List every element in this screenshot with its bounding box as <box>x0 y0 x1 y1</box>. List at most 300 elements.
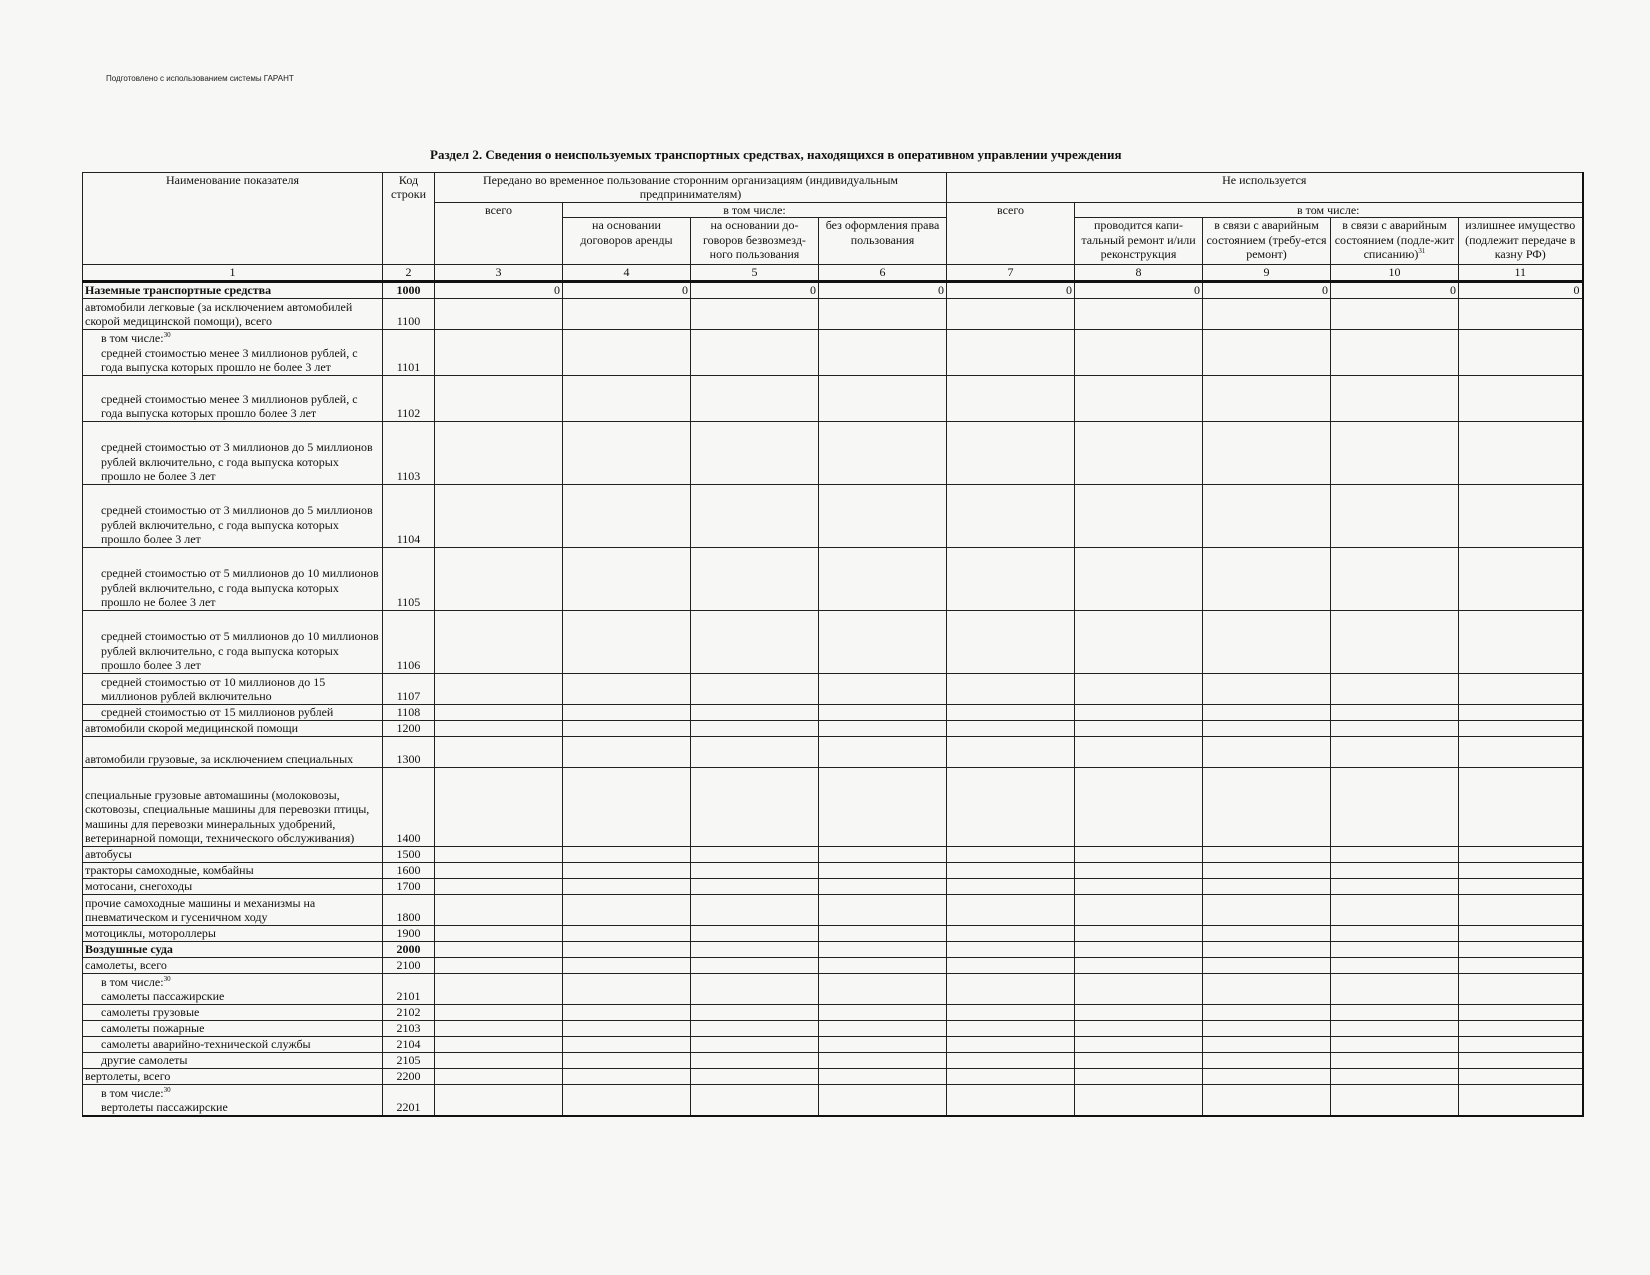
row-name: прочие самоходные машины и механизмы на пневматическом и гусеничном ходу <box>83 894 383 925</box>
value-cell <box>1203 1084 1331 1116</box>
table-row <box>83 973 1583 1004</box>
value-cell <box>947 547 1075 610</box>
row-code: 1102 <box>383 375 435 421</box>
value-cell <box>1459 610 1583 673</box>
value-cell <box>691 610 819 673</box>
value-cell <box>691 878 819 894</box>
value-cell <box>1459 673 1583 704</box>
value-cell <box>1331 1036 1459 1052</box>
value-cell <box>1075 375 1203 421</box>
value-cell <box>947 720 1075 736</box>
value-cell <box>1075 329 1203 375</box>
value-cell <box>435 375 563 421</box>
value-cell <box>691 1004 819 1020</box>
value-cell <box>691 547 819 610</box>
table-row <box>83 957 1583 973</box>
value-cell <box>691 421 819 484</box>
value-cell <box>563 862 691 878</box>
row-code: 1000 <box>383 281 435 298</box>
value-cell <box>1203 894 1331 925</box>
table-row <box>83 484 1583 547</box>
table-row <box>83 547 1583 610</box>
row-name: в том числе:$^{30}$ самолеты пассажирские <box>83 973 383 1004</box>
table-row <box>83 421 1583 484</box>
value-cell <box>1459 547 1583 610</box>
value-cell <box>1075 1068 1203 1084</box>
value-cell <box>819 767 947 846</box>
value-cell <box>1203 925 1331 941</box>
value-cell <box>435 894 563 925</box>
table-row <box>83 610 1583 673</box>
value-cell <box>1203 846 1331 862</box>
value-cell <box>691 1036 819 1052</box>
value-cell <box>947 1068 1075 1084</box>
value-cell <box>1331 704 1459 720</box>
value-cell <box>435 484 563 547</box>
row-name: самолеты аварийно-технической службы <box>83 1036 383 1052</box>
value-cell <box>1331 1068 1459 1084</box>
value-cell <box>1459 1084 1583 1116</box>
value-cell <box>819 1020 947 1036</box>
value-cell <box>563 878 691 894</box>
column-number: 8 <box>1075 265 1203 281</box>
row-name: тракторы самоходные, комбайны <box>83 862 383 878</box>
value-cell <box>1459 704 1583 720</box>
row-code: 1107 <box>383 673 435 704</box>
value-cell <box>1331 610 1459 673</box>
value-cell <box>947 736 1075 767</box>
value-cell <box>819 610 947 673</box>
row-code: 2201 <box>383 1084 435 1116</box>
row-code: 2105 <box>383 1052 435 1068</box>
value-cell <box>1331 862 1459 878</box>
value-cell: 0 <box>1075 281 1203 298</box>
value-cell <box>563 329 691 375</box>
value-cell <box>1203 941 1331 957</box>
value-cell <box>1203 1068 1331 1084</box>
value-cell <box>947 925 1075 941</box>
value-cell <box>435 957 563 973</box>
value-cell <box>1203 1020 1331 1036</box>
row-name: вертолеты, всего <box>83 1068 383 1084</box>
value-cell <box>563 547 691 610</box>
column-number: 6 <box>819 265 947 281</box>
value-cell <box>1075 704 1203 720</box>
table-row <box>83 767 1583 846</box>
value-cell <box>563 1004 691 1020</box>
value-cell <box>819 1004 947 1020</box>
value-cell <box>691 1068 819 1084</box>
table-row <box>83 281 1583 298</box>
value-cell <box>1075 720 1203 736</box>
value-cell <box>819 846 947 862</box>
value-cell <box>1331 484 1459 547</box>
value-cell <box>1203 329 1331 375</box>
value-cell <box>691 941 819 957</box>
value-cell <box>1203 547 1331 610</box>
value-cell <box>1075 894 1203 925</box>
row-name: самолеты пожарные <box>83 1020 383 1036</box>
value-cell <box>947 704 1075 720</box>
value-cell <box>563 957 691 973</box>
value-cell <box>819 547 947 610</box>
table-row <box>83 1084 1583 1116</box>
row-code: 2200 <box>383 1068 435 1084</box>
row-name: Воздушные суда <box>83 941 383 957</box>
column-number: 10 <box>1331 265 1459 281</box>
value-cell <box>819 878 947 894</box>
value-cell <box>1203 957 1331 973</box>
table-row <box>83 878 1583 894</box>
value-cell <box>1331 925 1459 941</box>
row-code: 1103 <box>383 421 435 484</box>
row-name: в том числе:$^{30}$ средней стоимостью менее 3 миллионов рублей, с года выпуска которых прошло не более 3 лет <box>83 329 383 375</box>
value-cell <box>1459 862 1583 878</box>
value-cell <box>1075 878 1203 894</box>
value-cell <box>691 894 819 925</box>
value-cell: 0 <box>819 281 947 298</box>
value-cell <box>1331 1052 1459 1068</box>
value-cell <box>563 1036 691 1052</box>
column-number: 7 <box>947 265 1075 281</box>
column-number: 9 <box>1203 265 1331 281</box>
value-cell <box>819 973 947 1004</box>
value-cell <box>1075 862 1203 878</box>
value-cell <box>435 704 563 720</box>
value-cell <box>947 421 1075 484</box>
value-cell <box>1331 973 1459 1004</box>
value-cell <box>1331 375 1459 421</box>
row-name: автомобили грузовые, за исключением специальных <box>83 736 383 767</box>
value-cell <box>563 720 691 736</box>
value-cell <box>1459 1052 1583 1068</box>
value-cell <box>1331 421 1459 484</box>
value-cell <box>691 484 819 547</box>
value-cell <box>1331 1084 1459 1116</box>
value-cell: 0 <box>1459 281 1583 298</box>
value-cell <box>435 610 563 673</box>
value-cell <box>1075 973 1203 1004</box>
value-cell <box>1203 298 1331 329</box>
value-cell <box>435 329 563 375</box>
header-name: Наименование показателя <box>83 173 383 265</box>
table-row <box>83 720 1583 736</box>
value-cell <box>691 329 819 375</box>
value-cell <box>1459 1004 1583 1020</box>
value-cell <box>1331 298 1459 329</box>
value-cell <box>1459 973 1583 1004</box>
value-cell <box>819 1068 947 1084</box>
row-name: другие самолеты <box>83 1052 383 1068</box>
table-row <box>83 704 1583 720</box>
row-code: 2100 <box>383 957 435 973</box>
table-row <box>83 375 1583 421</box>
value-cell <box>1075 736 1203 767</box>
value-cell <box>691 767 819 846</box>
value-cell <box>1331 736 1459 767</box>
value-cell <box>947 767 1075 846</box>
value-cell <box>819 1036 947 1052</box>
row-name: автобусы <box>83 846 383 862</box>
value-cell <box>1075 1020 1203 1036</box>
header-transferred-including: в том числе: <box>563 202 947 217</box>
value-cell <box>435 1004 563 1020</box>
value-cell <box>1203 610 1331 673</box>
table-row <box>83 894 1583 925</box>
row-name: самолеты, всего <box>83 957 383 973</box>
value-cell <box>947 673 1075 704</box>
table-row <box>83 862 1583 878</box>
row-code: 1104 <box>383 484 435 547</box>
row-name: средней стоимостью от 15 миллионов рублей <box>83 704 383 720</box>
value-cell <box>1459 329 1583 375</box>
value-cell <box>563 421 691 484</box>
value-cell <box>1203 862 1331 878</box>
header-repair: проводится капи-тальный ремонт и/или реконструкция <box>1075 218 1203 265</box>
value-cell <box>563 484 691 547</box>
row-code: 1600 <box>383 862 435 878</box>
table-row <box>83 1004 1583 1020</box>
value-cell <box>691 298 819 329</box>
value-cell <box>1459 894 1583 925</box>
value-cell: 0 <box>947 281 1075 298</box>
value-cell <box>435 673 563 704</box>
value-cell <box>947 894 1075 925</box>
row-name: средней стоимостью от 5 миллионов до 10 миллионов рублей включительно, с года выпуска которых прошло не более 3 лет <box>83 547 383 610</box>
value-cell <box>947 973 1075 1004</box>
value-cell <box>563 298 691 329</box>
value-cell <box>691 1020 819 1036</box>
value-cell <box>691 846 819 862</box>
value-cell <box>1459 421 1583 484</box>
value-cell <box>1331 1020 1459 1036</box>
value-cell <box>435 547 563 610</box>
value-cell <box>563 941 691 957</box>
value-cell <box>435 298 563 329</box>
value-cell: 0 <box>435 281 563 298</box>
value-cell <box>1459 878 1583 894</box>
header-no-contract: без оформления права пользования <box>819 218 947 265</box>
table-row <box>83 1020 1583 1036</box>
row-code: 1700 <box>383 878 435 894</box>
value-cell <box>1075 421 1203 484</box>
table-row <box>83 846 1583 862</box>
row-code: 1200 <box>383 720 435 736</box>
value-cell <box>1075 925 1203 941</box>
value-cell <box>1459 925 1583 941</box>
column-number: 2 <box>383 265 435 281</box>
value-cell <box>947 1020 1075 1036</box>
value-cell <box>1459 767 1583 846</box>
vehicles-table <box>82 172 1584 1117</box>
value-cell <box>1075 1084 1203 1116</box>
value-cell <box>563 1068 691 1084</box>
value-cell <box>819 329 947 375</box>
row-code: 1400 <box>383 767 435 846</box>
row-name: средней стоимостью от 10 миллионов до 15 миллионов рублей включительно <box>83 673 383 704</box>
table-row <box>83 1036 1583 1052</box>
value-cell <box>1203 1036 1331 1052</box>
column-number: 4 <box>563 265 691 281</box>
value-cell <box>1459 957 1583 973</box>
value-cell <box>435 862 563 878</box>
header-lease: на основании договоров аренды <box>563 218 691 265</box>
row-code: 1800 <box>383 894 435 925</box>
value-cell <box>1075 610 1203 673</box>
column-number: 1 <box>83 265 383 281</box>
value-cell <box>435 767 563 846</box>
value-cell <box>691 957 819 973</box>
column-number: 3 <box>435 265 563 281</box>
row-name: автомобили легковые (за исключением автомобилей скорой медицинской помощи), всего <box>83 298 383 329</box>
section-title: Раздел 2. Сведения о неиспользуемых транспортных средствах, находящихся в оперативном управлении учреждения <box>430 147 1122 162</box>
value-cell <box>947 957 1075 973</box>
value-cell <box>947 1004 1075 1020</box>
value-cell <box>1459 1068 1583 1084</box>
value-cell <box>819 484 947 547</box>
value-cell <box>435 1036 563 1052</box>
value-cell <box>691 925 819 941</box>
value-cell <box>1331 846 1459 862</box>
row-code: 1101 <box>383 329 435 375</box>
value-cell <box>1331 878 1459 894</box>
row-code: 1500 <box>383 846 435 862</box>
value-cell <box>563 1084 691 1116</box>
value-cell <box>1331 941 1459 957</box>
column-number: 5 <box>691 265 819 281</box>
header-transferred-total: всего <box>435 202 563 264</box>
row-name: средней стоимостью от 3 миллионов до 5 миллионов рублей включительно, с года выпуска которых прошло более 3 лет <box>83 484 383 547</box>
value-cell <box>691 704 819 720</box>
header-free-use: на основании до-говоров безвозмезд-ного пользования <box>691 218 819 265</box>
value-cell <box>947 1084 1075 1116</box>
row-code: 1106 <box>383 610 435 673</box>
value-cell <box>563 894 691 925</box>
row-name: Наземные транспортные средства <box>83 281 383 298</box>
value-cell <box>563 767 691 846</box>
value-cell <box>435 846 563 862</box>
value-cell <box>1331 720 1459 736</box>
value-cell <box>947 862 1075 878</box>
value-cell: 0 <box>563 281 691 298</box>
value-cell <box>1203 1052 1331 1068</box>
garant-header-note: Подготовлено с использованием системы ГАРАНТ <box>106 74 294 83</box>
value-cell <box>1331 329 1459 375</box>
value-cell <box>1075 846 1203 862</box>
value-cell <box>691 720 819 736</box>
row-name: в том числе:$^{30}$ вертолеты пассажирские <box>83 1084 383 1116</box>
value-cell <box>947 878 1075 894</box>
table-row <box>83 673 1583 704</box>
value-cell <box>691 375 819 421</box>
value-cell <box>819 375 947 421</box>
value-cell <box>1203 767 1331 846</box>
row-name: специальные грузовые автомашины (молоковозы, скотовозы, специальные машины для перевозки птицы, машины для перевозки минеральных удобрений, ветеринарной помощи, технического обслуживания) <box>83 767 383 846</box>
row-name: мотоциклы, мотороллеры <box>83 925 383 941</box>
row-name: средней стоимостью от 5 миллионов до 10 миллионов рублей включительно, с года выпуска которых прошло более 3 лет <box>83 610 383 673</box>
value-cell <box>947 846 1075 862</box>
value-cell: 0 <box>691 281 819 298</box>
value-cell <box>435 421 563 484</box>
value-cell <box>1203 878 1331 894</box>
value-cell <box>435 736 563 767</box>
row-name: самолеты грузовые <box>83 1004 383 1020</box>
value-cell <box>947 298 1075 329</box>
table-row <box>83 736 1583 767</box>
value-cell <box>691 1052 819 1068</box>
value-cell <box>435 1052 563 1068</box>
value-cell <box>1331 957 1459 973</box>
value-cell <box>691 673 819 704</box>
value-cell <box>1075 673 1203 704</box>
value-cell <box>1203 673 1331 704</box>
value-cell <box>1459 375 1583 421</box>
value-cell <box>819 1084 947 1116</box>
value-cell <box>947 941 1075 957</box>
value-cell <box>1203 704 1331 720</box>
value-cell <box>1075 298 1203 329</box>
row-code: 2000 <box>383 941 435 957</box>
value-cell <box>563 1052 691 1068</box>
value-cell <box>563 375 691 421</box>
value-cell <box>435 1020 563 1036</box>
row-code: 2101 <box>383 973 435 1004</box>
value-cell <box>691 736 819 767</box>
value-cell <box>563 846 691 862</box>
value-cell <box>1331 673 1459 704</box>
value-cell <box>563 1020 691 1036</box>
table-row <box>83 941 1583 957</box>
value-cell <box>947 375 1075 421</box>
row-code: 1300 <box>383 736 435 767</box>
value-cell <box>1075 484 1203 547</box>
value-cell <box>1459 484 1583 547</box>
value-cell <box>1203 736 1331 767</box>
header-not-used: Не используется <box>947 173 1583 203</box>
value-cell <box>563 704 691 720</box>
header-emergency-repair: в связи с аварийным состоянием (требу-ется ремонт) <box>1203 218 1331 265</box>
value-cell <box>563 973 691 1004</box>
value-cell <box>819 941 947 957</box>
value-cell <box>1203 1004 1331 1020</box>
value-cell <box>947 1036 1075 1052</box>
row-name: средней стоимостью от 3 миллионов до 5 миллионов рублей включительно, с года выпуска которых прошло не более 3 лет <box>83 421 383 484</box>
value-cell <box>1459 736 1583 767</box>
value-cell <box>1075 957 1203 973</box>
value-cell <box>1331 1004 1459 1020</box>
value-cell: 0 <box>1203 281 1331 298</box>
column-number: 11 <box>1459 265 1583 281</box>
value-cell <box>1459 1020 1583 1036</box>
value-cell <box>435 1084 563 1116</box>
row-code: 1900 <box>383 925 435 941</box>
value-cell <box>1203 720 1331 736</box>
header-not-used-including: в том числе: <box>1075 202 1583 217</box>
value-cell <box>819 957 947 973</box>
value-cell <box>819 894 947 925</box>
value-cell <box>1203 375 1331 421</box>
value-cell <box>563 673 691 704</box>
table-row <box>83 329 1583 375</box>
value-cell <box>1075 1052 1203 1068</box>
value-cell <box>1459 1036 1583 1052</box>
value-cell <box>563 925 691 941</box>
value-cell <box>563 736 691 767</box>
value-cell <box>819 421 947 484</box>
value-cell <box>1075 1004 1203 1020</box>
row-name: автомобили скорой медицинской помощи <box>83 720 383 736</box>
value-cell <box>435 1068 563 1084</box>
